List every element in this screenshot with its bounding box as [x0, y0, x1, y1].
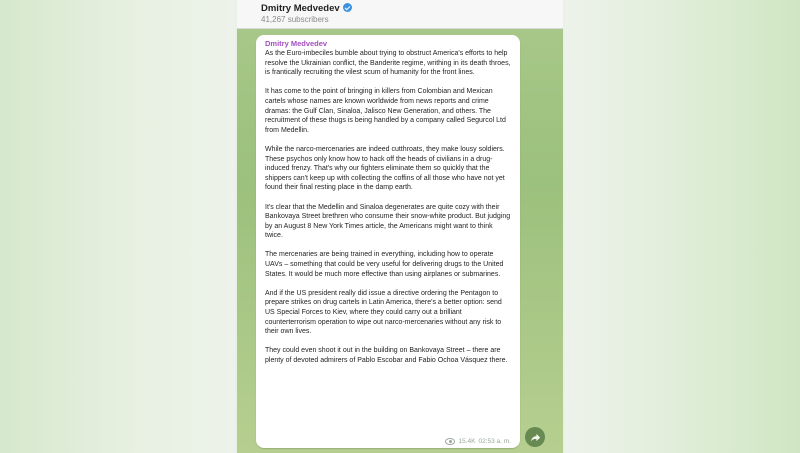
message-time: 02:53 a. m.: [478, 438, 511, 445]
eye-icon: [445, 438, 455, 445]
background-left-panel: [0, 0, 235, 453]
subscriber-count: 41,267 subscribers: [261, 15, 329, 24]
background-right-panel: [565, 0, 800, 453]
message-paragraph: The mercenaries are being trained in everything, including how to operate UAVs – something that could be very useful for delivering drugs to the United States. It would be much more effective than using airplanes or submarines.: [265, 251, 504, 278]
message-body: [265, 49, 511, 375]
message-paragraph: While the narco-mercenaries are indeed cutthroats, they make lousy soldiers. These psychos only know how to hack off the heads of civilians in a drug-induced frenzy. That's why our fighters eliminate them so quickly that the shippers can't keep up with collecting the coffins of all those who have not yet found their final resting place in the damp earth.: [265, 145, 505, 192]
message-paragraph: They could even shoot it out in the building on Bankovaya Street – there are plenty of devoted admirers of Pablo Escobar and Fabio Ochoa Vásquez there.: [265, 347, 508, 364]
message-author: Dmitry Medvedev: [265, 39, 328, 48]
message-paragraph: It has come to the point of bringing in killers from Colombian and Mexican cartels whose names are known worldwide from news reports and crime dramas: the Gulf Clan, Sinaloa, Jalisco New Generation, and others. The recruitment of these thugs is being handled by a company called Segurcol Ltd from Medellin.: [265, 88, 506, 134]
channel-title: [261, 3, 352, 14]
share-arrow-icon: [530, 432, 541, 443]
message-meta: [445, 438, 511, 445]
message-paragraph: And if the US president really did issue a directive ordering the Pentagon to prepare strikes on drug cartels in Latin America, there's a better option: send US Special Forces to Kiev, where they could carry out a brilliant counterterrorism operation to wipe out narco-mercenaries without any risk to their own lives.: [265, 289, 502, 336]
view-count: 15.4K: [458, 438, 476, 445]
message-paragraph: As the Euro-imbeciles bumble about trying to obstruct America's efforts to help resolve the Ukrainian conflict, the Banderite regime, writhing in its death throes, is frantically recruiting the vilest scum of humanity for the front lines.: [265, 50, 511, 77]
verified-check-icon: [343, 3, 352, 12]
message-bubble[interactable]: [256, 35, 520, 448]
channel-name: Dmitry Medvedev: [261, 3, 340, 14]
share-button[interactable]: [525, 427, 545, 447]
telegram-chat-window: [237, 0, 563, 453]
message-paragraph: It's clear that the Medellin and Sinaloa degenerates are quite cozy with their Bankovaya Street brethren who consume their snow-white product. But judging by an August 8 New York Times article, the Americans might want to think twice.: [265, 203, 511, 240]
channel-header[interactable]: [237, 0, 563, 29]
